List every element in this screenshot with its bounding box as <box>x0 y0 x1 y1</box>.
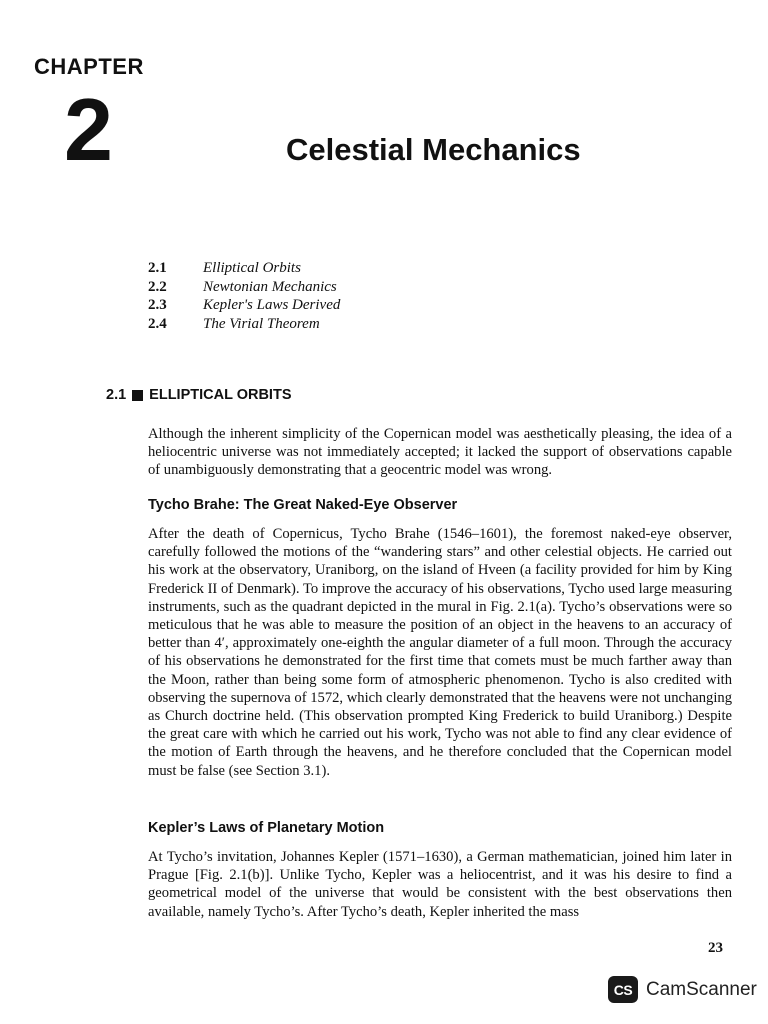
kepler-paragraph: At Tycho’s invitation, Johannes Kepler (1571–1630), a German mathematician, joined him later in Prague [Fig. 2.1(b)]. Unlike Tycho, Kepler was a heliocentrist, and it was his desire to find a geometrical model of the universe that would be consistent with the best observations then available, namely Tycho’s. After Tycho’s death, Kepler inherited the mass <box>148 849 732 920</box>
black-square-icon <box>132 390 143 401</box>
subsection-heading-kepler: Kepler’s Laws of Planetary Motion <box>148 820 385 836</box>
toc-item <box>148 278 340 297</box>
chapter-number: 2 <box>64 80 113 179</box>
camscanner-watermark <box>608 976 757 1003</box>
tycho-paragraph: After the death of Copernicus, Tycho Brahe (1546–1601), the foremost naked-eye observer, carefully followed the motions of the “wandering stars” and other celestial objects. He carried out his work at the observatory, Uraniborg, on the island of Hveen (a facility provided for him by King Frederick II of Denmark). To improve the accuracy of his observations, Tycho used large measuring instruments, such as the quadrant depicted in the mural in Fig. 2.1(a). Tycho’s observations were so meticulous that he was able to measure the position of an object in the heavens to an accuracy of better than 4′, approximately one-eighth the angular diameter of a full moon. Through the accuracy of his observations he demonstrated for the first time that comets must be much farther away than the Moon, rather than being some form of atmospheric phenomenon. Tycho is also credited with observing the supernova of 1572, which clearly demonstrated that the heavens were not unchanging as Church doctrine held. (This observation prompted King Frederick to build Uraniborg.) Despite the great care with which he carried out his work, Tycho was not able to find any clear evidence of the motion of Earth through the heavens, and he therefore concluded that the Copernican model must be false (see Section 3.1). <box>148 526 732 779</box>
section-number: 2.1 <box>106 387 127 403</box>
toc-item <box>148 315 340 334</box>
camscanner-text: CamScanner <box>646 978 757 1000</box>
toc-item-number: 2.2 <box>148 278 167 295</box>
table-of-contents <box>148 259 340 333</box>
toc-item-number: 2.4 <box>148 315 167 332</box>
section-heading <box>106 387 292 403</box>
toc-item-title: Elliptical Orbits <box>203 260 301 276</box>
camscanner-logo-icon: CS <box>608 976 638 1003</box>
toc-item <box>148 259 340 278</box>
subsection-heading-tycho: Tycho Brahe: The Great Naked-Eye Observer <box>148 497 458 513</box>
section-intro-paragraph: Although the inherent simplicity of the Copernican model was aesthetically pleasing, the idea of a heliocentric universe was not immediately accepted; it lacked the support of observations capable of unambiguously demonstrating that a geocentric model was wrong. <box>148 426 732 479</box>
toc-item-title: Newtonian Mechanics <box>203 278 337 295</box>
page-number: 23 <box>708 940 723 956</box>
toc-item-number: 2.3 <box>148 297 167 313</box>
toc-item-number: 2.1 <box>148 260 167 276</box>
chapter-label: CHAPTER <box>34 54 144 79</box>
toc-item <box>148 296 340 315</box>
section-title: ELLIPTICAL ORBITS <box>149 387 292 403</box>
toc-item-title: The Virial Theorem <box>203 315 320 332</box>
toc-item-title: Kepler's Laws Derived <box>203 297 341 313</box>
chapter-title: Celestial Mechanics <box>286 132 581 167</box>
